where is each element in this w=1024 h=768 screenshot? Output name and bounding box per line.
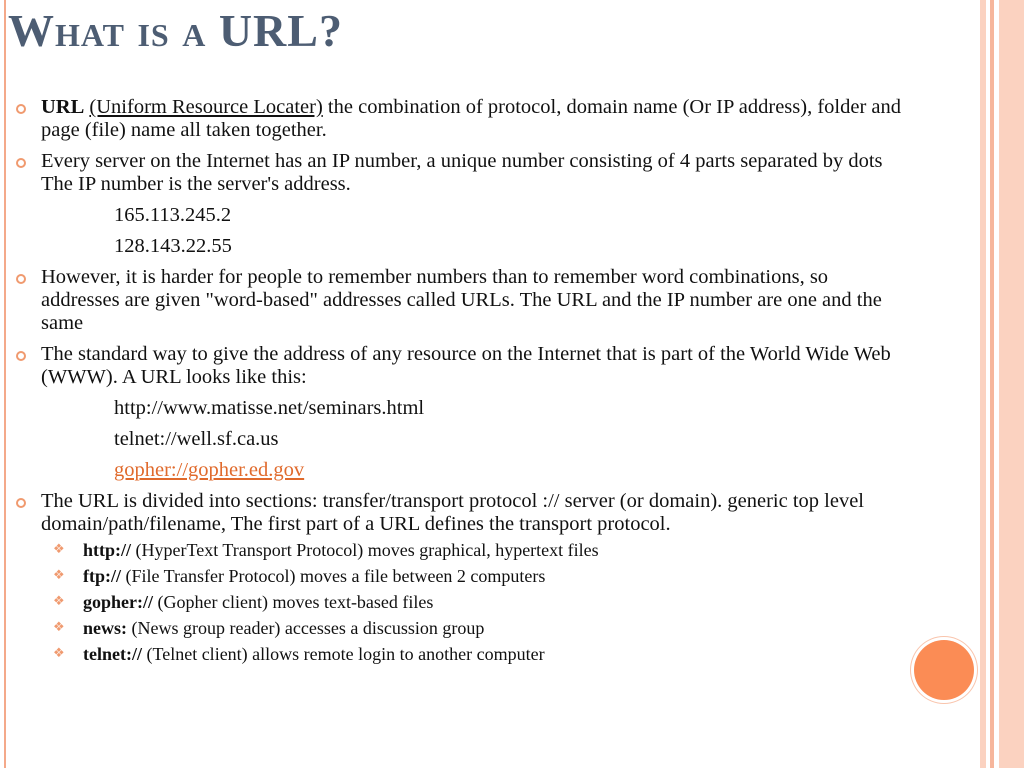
url-expansion: (Uniform Resource Locater): [89, 96, 323, 118]
url-definition-text: the combination of protocol, domain name (Or IP address), folder and page (file) name all taken together.: [41, 96, 902, 141]
hollow-circle-icon: [16, 351, 26, 361]
protocol-desc: (Telnet client) allows remote login to another computer: [141, 644, 545, 664]
bullet-list: [16, 96, 906, 664]
hollow-circle-icon: [16, 498, 26, 508]
bullet-ip-number: [16, 150, 906, 258]
protocol-desc: (News group reader) accesses a discussion group: [127, 618, 485, 638]
ip-example-1: 165.113.245.2: [114, 204, 232, 226]
decorative-circle: [914, 640, 974, 700]
protocol-name: http://: [83, 540, 132, 560]
diamond-bullet-icon: ❖: [53, 542, 65, 557]
bullet-url-definition: [16, 96, 906, 142]
diamond-bullet-icon: ❖: [53, 594, 65, 609]
diamond-bullet-icon: ❖: [53, 568, 65, 583]
bullet-url-sections: [16, 490, 906, 664]
protocol-desc: (HyperText Transport Protocol) moves graphical, hypertext files: [131, 540, 599, 560]
right-stripe-5: [999, 0, 1024, 768]
diamond-bullet-icon: ❖: [53, 646, 65, 661]
ip-example-2: 128.143.22.55: [114, 235, 232, 257]
hollow-circle-icon: [16, 158, 26, 168]
protocol-item-http: [41, 540, 906, 560]
url-sections-text: The URL is divided into sections: transfer/transport protocol :// server (or domain). generic top level domain/path/filename, The first part of a URL defines the transport protocol.: [41, 490, 865, 535]
url-example-1: http://www.matisse.net/seminars.html: [114, 397, 425, 419]
url-term: URL: [41, 96, 85, 118]
protocol-item-telnet: [41, 644, 906, 664]
standard-way-text: The standard way to give the address of any resource on the Internet that is part of the World Wide Web (WWW). A URL looks like this:: [41, 343, 891, 388]
gopher-link[interactable]: gopher://gopher.ed.gov: [114, 459, 305, 481]
protocol-name: ftp://: [83, 566, 121, 586]
protocol-item-gopher: [41, 592, 906, 612]
protocol-item-news: [41, 618, 906, 638]
protocol-name: telnet://: [83, 644, 142, 664]
protocol-item-ftp: [41, 566, 906, 586]
protocol-name: gopher://: [83, 592, 153, 612]
hollow-circle-icon: [16, 104, 26, 114]
left-accent-rule: [4, 0, 6, 768]
url-example-2: telnet://well.sf.ca.us: [114, 428, 279, 450]
bullet-standard-way: [16, 343, 906, 482]
hollow-circle-icon: [16, 274, 26, 284]
slide-content: [16, 96, 906, 672]
protocol-name: news:: [83, 618, 127, 638]
bullet-word-based: [16, 266, 906, 335]
protocol-desc: (Gopher client) moves text-based files: [153, 592, 434, 612]
ip-number-text: Every server on the Internet has an IP number, a unique number consisting of 4 parts separated by dots The IP number is the server's address.: [41, 150, 883, 195]
protocol-desc: (File Transfer Protocol) moves a file between 2 computers: [121, 566, 546, 586]
url-example-3: [41, 459, 906, 482]
protocol-list: [41, 540, 906, 664]
word-based-text: However, it is harder for people to remember numbers than to remember word combinations, so addresses are given "word-based" addresses called URLs. The URL and the IP number are one and the same: [41, 266, 882, 334]
slide-title: What is a URL?: [8, 5, 343, 56]
diamond-bullet-icon: ❖: [53, 620, 65, 635]
